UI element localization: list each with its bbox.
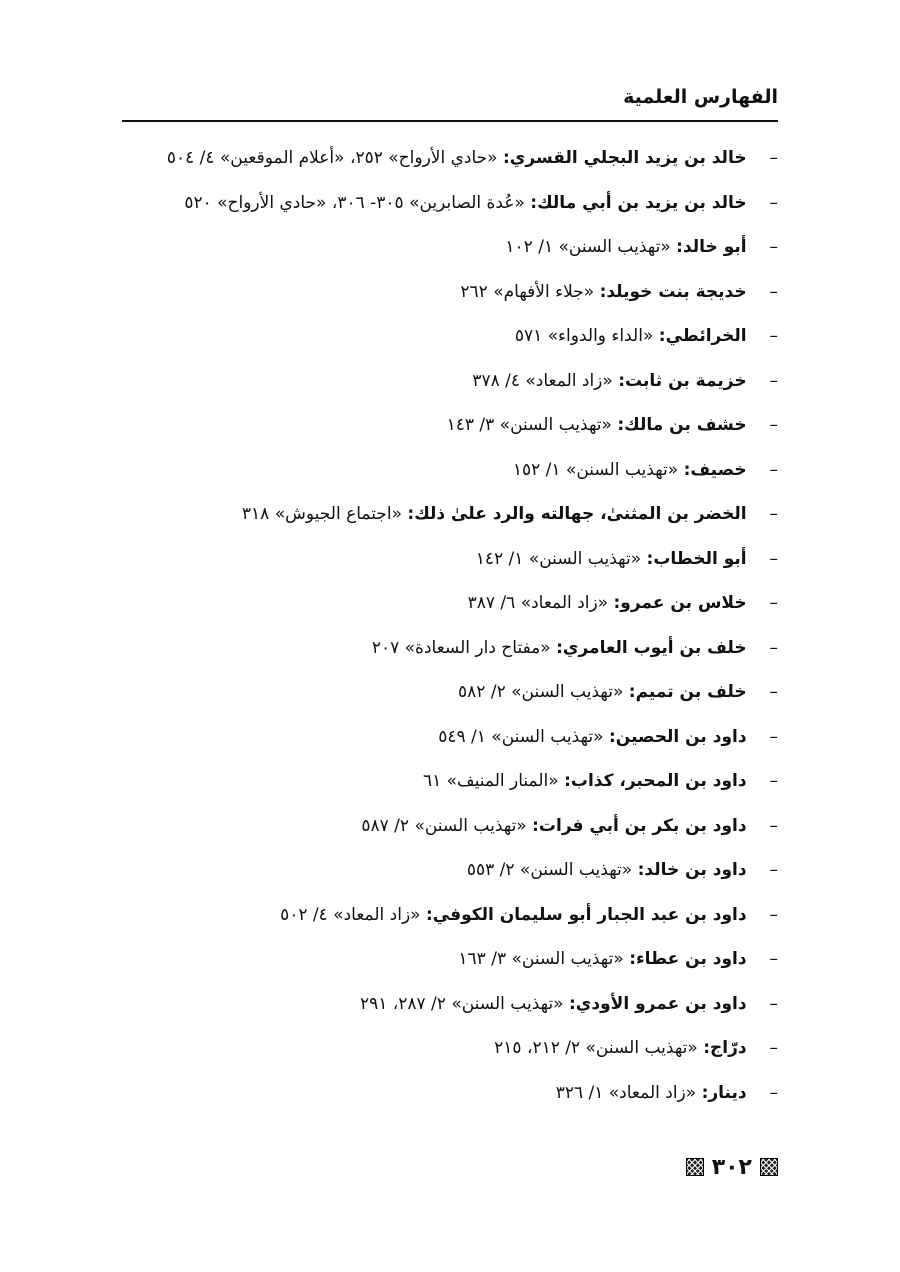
entry-dash: – [769,815,778,836]
entry-name: خلاس بن عمرو: [613,593,747,613]
index-entry [122,982,778,1027]
index-entry [122,937,778,982]
entry-source: «تهذيب السنن» ٢/ ٢٨٧، ٢٩١ [359,993,569,1014]
entry-source: «تهذيب السنن» ٣/ ١٦٣ [458,949,630,969]
entry-source: «تهذيب السنن» ١/ ١٠٢ [505,237,677,257]
ornament-icon [686,1158,704,1176]
entry-name: درّاج: [703,1038,747,1058]
entry-source: «مفتاح دار السعادة» ٢٠٧ [371,637,557,658]
entry-source: «جلاء الأفهام» ٢٦٢ [460,281,600,302]
entry-dash: – [769,192,778,213]
entry-source: «الداء والدواء» ٥٧١ [514,326,659,346]
entry-name: داود بن عطاء: [629,949,747,969]
entry-name: خزيمة بن ثابت: [618,370,747,391]
index-entry [122,670,778,715]
index-entry [122,448,778,493]
index-entry [122,492,778,537]
entry-dash: – [769,148,778,168]
header-rule [122,120,778,122]
entry-dash: – [769,993,778,1014]
entry-source: «حادي الأرواح» ٢٥٢، «أعلام الموقعين» ٤/ ٥٠٤ [166,148,503,168]
entry-name: الخرائطي: [658,326,747,346]
index-entry [122,537,778,582]
entry-dash: – [769,326,778,346]
entry-source: «المنار المنيف» ٦١ [422,771,565,791]
index-entry [122,804,778,849]
entry-name: داود بن عمرو الأودي: [569,993,747,1014]
entry-dash: – [769,682,778,702]
entry-name: داود بن خالد: [637,860,747,880]
index-entry [122,225,778,270]
entry-dash: – [769,415,778,435]
entry-dash: – [769,726,778,747]
index-entry [122,359,778,404]
page-number: ٣٠٢ [711,1154,752,1180]
entry-name: خالد بن يزيد بن أبي مالك: [530,192,747,213]
entry-source: «تهذيب السنن» ١/ ٥٤٩ [438,726,609,747]
entry-name: الخضر بن المثنىٰ، جهالته والرد علىٰ ذلك: [407,504,747,524]
index-entries [122,136,778,1115]
entry-source: «تهذيب السنن» ٢/ ٥٥٣ [466,860,638,880]
entry-source: «عُدة الصابرين» ٣٠٥- ٣٠٦، «حادي الأرواح» ٥٢٠ [184,192,531,213]
running-header: الفهارس العلمية [623,86,778,108]
entry-source: «تهذيب السنن» ٢/ ٢١٢، ٢١٥ [494,1038,704,1058]
entry-name: خالد بن يزيد البجلي القسري: [502,148,747,168]
entry-dash: – [769,904,778,925]
entry-source: «زاد المعاد» ١/ ٣٢٦ [555,1082,702,1103]
entry-dash: – [769,860,778,880]
entry-dash: – [769,637,778,658]
index-entry [122,136,778,181]
entry-source: «تهذيب السنن» ١/ ١٥٢ [512,459,684,480]
ornament-icon [760,1158,778,1176]
entry-source: «تهذيب السنن» ٣/ ١٤٣ [446,415,618,435]
entry-name: خلف بن أيوب العامري: [556,637,747,658]
entry-name: دينار: [701,1082,747,1103]
entry-dash: – [769,771,778,791]
entry-source: «زاد المعاد» ٤/ ٣٧٨ [472,370,619,391]
entry-name: داود بن المحبر، كذاب: [564,771,747,791]
entry-name: داود بن الحصين: [608,726,747,747]
entry-dash: – [769,548,778,569]
entry-source: «تهذيب السنن» ١/ ١٤٢ [475,548,647,569]
index-entry [122,759,778,804]
entry-name: خشف بن مالك: [617,415,747,435]
entry-dash: – [769,1038,778,1058]
entry-source: «زاد المعاد» ٦/ ٣٨٧ [467,593,614,613]
entry-source: «زاد المعاد» ٤/ ٥٠٢ [280,904,426,925]
index-entry [122,1071,778,1116]
entry-name: خديجة بنت خويلد: [599,281,747,302]
index-entry [122,848,778,893]
entry-name: خصيف: [683,459,747,480]
page-footer [686,1152,778,1182]
index-entry [122,270,778,315]
entry-dash: – [769,459,778,480]
entry-name: داود بن عبد الجبار أبو سليمان الكوفي: [425,904,747,925]
index-entry [122,403,778,448]
entry-name: خلف بن تميم: [628,682,747,702]
index-entry [122,181,778,226]
index-entry [122,581,778,626]
index-entry [122,626,778,671]
entry-name: أبو خالد: [676,237,747,257]
entry-dash: – [769,949,778,969]
entry-source: «تهذيب السنن» ٢/ ٥٨٢ [458,682,629,702]
entry-dash: – [769,370,778,391]
entry-dash: – [769,281,778,302]
entry-source: «تهذيب السنن» ٢/ ٥٨٧ [361,815,533,836]
index-entry [122,715,778,760]
entry-source: «اجتماع الجيوش» ٣١٨ [241,504,408,524]
index-entry [122,314,778,359]
index-entry [122,893,778,938]
index-entry [122,1026,778,1071]
entry-dash: – [769,237,778,257]
entry-dash: – [769,504,778,524]
entry-name: داود بن بكر بن أبي فرات: [532,815,747,836]
entry-dash: – [769,593,778,613]
entry-dash: – [769,1082,778,1103]
entry-name: أبو الخطاب: [646,548,747,569]
